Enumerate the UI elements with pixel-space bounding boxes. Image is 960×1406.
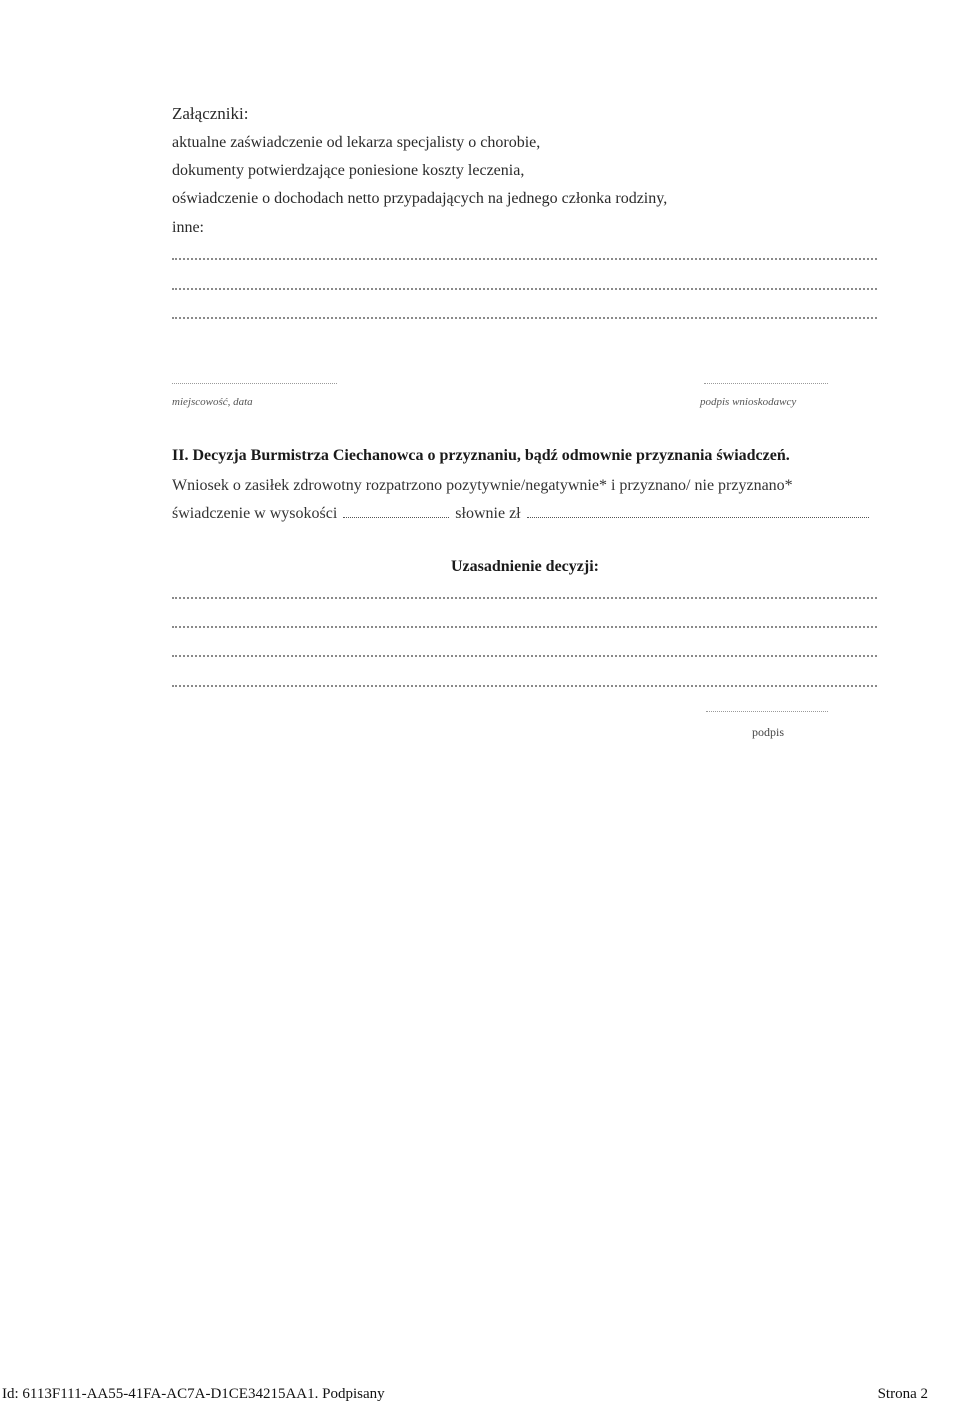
justification-line-4[interactable] bbox=[172, 685, 877, 687]
attachment-item-income-statement: oświadczenie o dochodach netto przypadających na jednego członka rodziny, bbox=[172, 190, 668, 207]
place-date-label: miejscowość, data bbox=[172, 396, 253, 408]
amount-words-label: słownie zł bbox=[455, 505, 521, 522]
place-date-field[interactable] bbox=[172, 383, 337, 384]
justification-line-3[interactable] bbox=[172, 655, 877, 657]
amount-words-field[interactable] bbox=[527, 517, 869, 518]
attachment-item-treatment-costs: dokumenty potwierdzające poniesione koszty leczenia, bbox=[172, 162, 525, 179]
attachment-item-other: inne: bbox=[172, 219, 204, 236]
justification-heading: Uzasadnienie decyzji: bbox=[451, 558, 599, 575]
decision-amount-row bbox=[172, 505, 871, 523]
document-id: Id: 6113F111-AA55-41FA-AC7A-D1CE34215AA1. Podpisany bbox=[2, 1386, 385, 1402]
attachment-item-medical-certificate: aktualne zaświadczenie od lekarza specjalisty o chorobie, bbox=[172, 134, 541, 151]
applicant-signature-field[interactable] bbox=[704, 383, 828, 384]
other-attachments-line-2[interactable] bbox=[172, 288, 877, 290]
attachments-title: Załączniki: bbox=[172, 104, 249, 123]
other-attachments-line-3[interactable] bbox=[172, 317, 877, 319]
amount-label: świadczenie w wysokości bbox=[172, 505, 338, 522]
decision-statement: Wniosek o zasiłek zdrowotny rozpatrzono pozytywnie/negatywnie* i przyznano/ nie przyznano* bbox=[172, 477, 793, 494]
decision-signature-field[interactable] bbox=[706, 711, 828, 712]
decision-heading: II. Decyzja Burmistrza Ciechanowca o przyznaniu, bądź odmownie przyznania świadczeń. bbox=[172, 447, 790, 464]
justification-line-2[interactable] bbox=[172, 626, 877, 628]
page-number: Strona 2 bbox=[877, 1386, 928, 1402]
other-attachments-line-1[interactable] bbox=[172, 258, 877, 260]
amount-field[interactable] bbox=[343, 517, 449, 518]
applicant-signature-label: podpis wnioskodawcy bbox=[700, 396, 797, 408]
decision-signature-label: podpis bbox=[752, 725, 785, 739]
justification-line-1[interactable] bbox=[172, 597, 877, 599]
